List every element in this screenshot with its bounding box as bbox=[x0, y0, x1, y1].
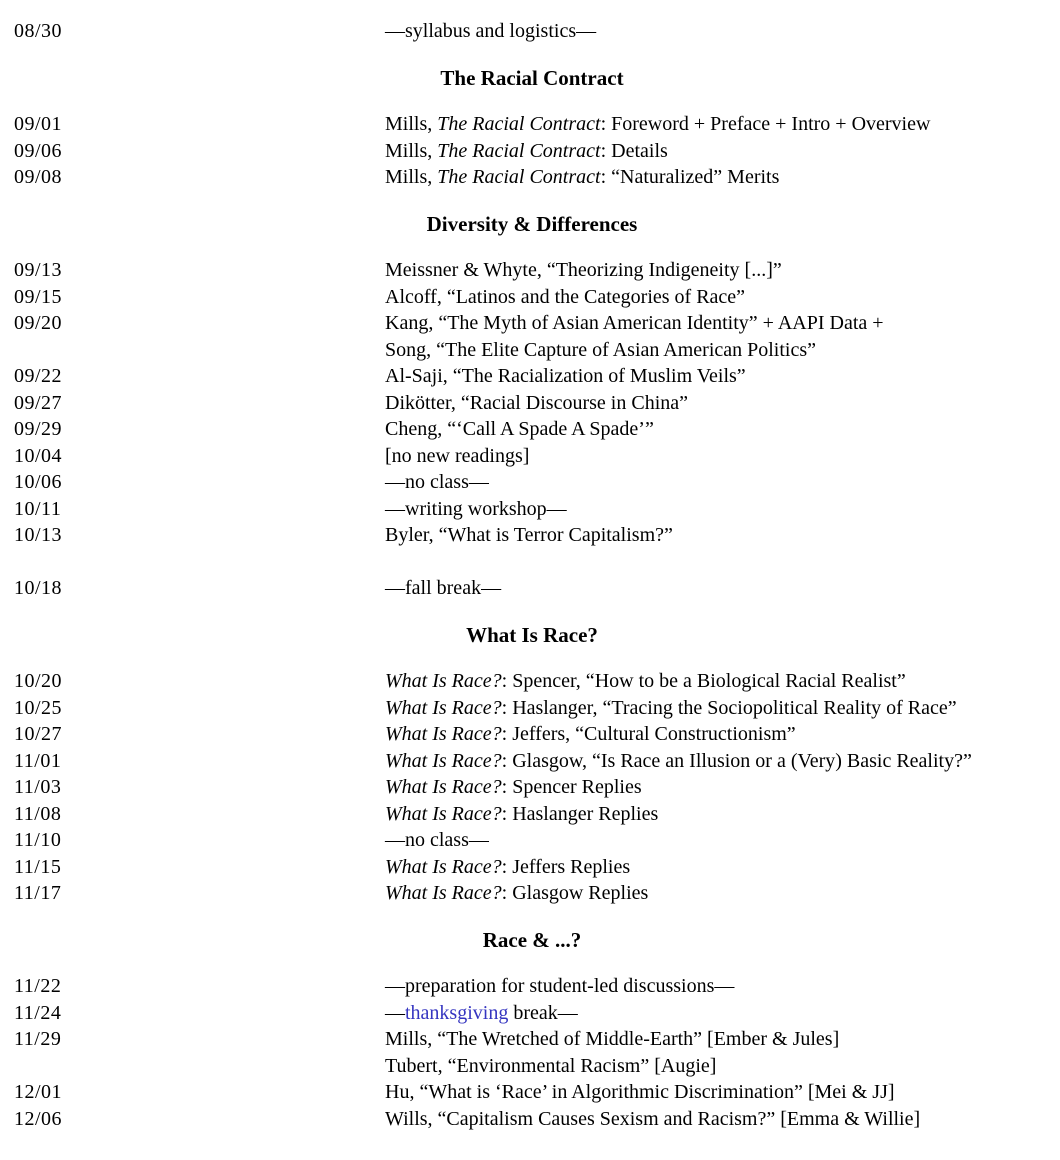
schedule-row bbox=[14, 774, 1050, 801]
row-date: 09/29 bbox=[14, 418, 63, 440]
reading-line bbox=[385, 416, 1050, 443]
reading-text: Al-Saji, “The Racialization of Muslim Veils” bbox=[385, 365, 746, 387]
reading-text: Alcoff, “Latinos and the Categories of Race” bbox=[385, 285, 746, 308]
book-title: What Is Race? bbox=[385, 855, 502, 878]
reading-text: : Foreword + Preface + Intro + Overview bbox=[600, 113, 931, 135]
schedule-row bbox=[14, 668, 1050, 695]
row-date: 12/01 bbox=[14, 1081, 63, 1103]
reading-line bbox=[385, 973, 1050, 1000]
row-date: 10/27 bbox=[14, 723, 63, 745]
row-readings bbox=[385, 390, 1050, 417]
section-header: What Is Race? bbox=[466, 622, 598, 647]
schedule-row bbox=[14, 257, 1050, 284]
reading-text: Wills, “Capitalism Causes Sexism and Racism?” [Emma & Willie] bbox=[385, 1107, 921, 1130]
row-date: 09/15 bbox=[14, 285, 63, 308]
reading-text: Meissner & Whyte, “Theorizing Indigeneity [...]” bbox=[385, 259, 782, 281]
row-readings bbox=[385, 668, 1050, 695]
row-readings bbox=[385, 138, 1050, 165]
reading-text: —preparation for student-led discussions— bbox=[385, 975, 735, 997]
reading-line bbox=[385, 310, 1050, 337]
reading-text: Mills, “The Wretched of Middle-Earth” [Ember & Jules] bbox=[385, 1028, 840, 1050]
reading-line bbox=[385, 363, 1050, 390]
reading-line bbox=[385, 257, 1050, 284]
reading-line bbox=[385, 111, 1050, 138]
reading-line bbox=[385, 1079, 1050, 1106]
row-date: 10/04 bbox=[14, 444, 63, 467]
reading-line bbox=[385, 748, 1050, 775]
reading-line bbox=[385, 668, 1050, 695]
row-readings bbox=[385, 973, 1050, 1000]
schedule-row bbox=[14, 284, 1050, 311]
row-date: 11/01 bbox=[14, 749, 62, 772]
section-header: Race & ...? bbox=[482, 927, 582, 952]
schedule-row bbox=[14, 390, 1050, 417]
row-date: 10/06 bbox=[14, 471, 63, 493]
schedule-row bbox=[14, 575, 1050, 602]
schedule-row bbox=[14, 164, 1050, 191]
reading-line bbox=[385, 522, 1050, 549]
reading-text: —fall break— bbox=[385, 577, 502, 599]
book-title: The Racial Contract bbox=[437, 139, 601, 162]
schedule-row bbox=[14, 1079, 1050, 1106]
reading-line bbox=[385, 284, 1050, 311]
reading-text: Tubert, “Environmental Racism” [Augie] bbox=[385, 1054, 717, 1077]
schedule-row bbox=[14, 469, 1050, 496]
row-date: 09/06 bbox=[14, 139, 63, 162]
reading-text: : Spencer, “How to be a Biological Racial Realist” bbox=[501, 670, 906, 692]
reading-line bbox=[385, 880, 1050, 907]
row-readings bbox=[385, 774, 1050, 801]
row-date: 10/11 bbox=[14, 497, 62, 520]
reading-text: Kang, “The Myth of Asian American Identity” + AAPI Data + bbox=[385, 312, 884, 334]
reading-text: —no class— bbox=[385, 829, 489, 851]
row-readings bbox=[385, 164, 1050, 191]
row-date: 11/08 bbox=[14, 802, 62, 825]
row-readings bbox=[385, 1079, 1050, 1106]
reading-line bbox=[385, 443, 1050, 470]
reading-text: : Spencer Replies bbox=[501, 776, 642, 798]
schedule-row bbox=[14, 522, 1050, 549]
row-readings bbox=[385, 1026, 1050, 1079]
row-readings bbox=[385, 1106, 1050, 1133]
schedule-row bbox=[14, 880, 1050, 907]
schedule-row bbox=[14, 138, 1050, 165]
reading-text: Dikötter, “Racial Discourse in China” bbox=[385, 391, 688, 414]
schedule-row bbox=[14, 1026, 1050, 1079]
reading-text: : Glasgow Replies bbox=[501, 882, 649, 904]
reading-line bbox=[385, 854, 1050, 881]
reading-text: [no new readings] bbox=[385, 444, 530, 467]
reading-text: break— bbox=[508, 1001, 578, 1024]
row-date: 09/01 bbox=[14, 113, 63, 135]
schedule-row bbox=[14, 695, 1050, 722]
reading-text: Song, “The Elite Capture of Asian American Politics” bbox=[385, 338, 817, 361]
row-date: 09/13 bbox=[14, 259, 63, 281]
row-date: 08/30 bbox=[14, 20, 63, 42]
reading-text: —syllabus and logistics— bbox=[385, 20, 597, 42]
schedule-row bbox=[14, 801, 1050, 828]
reading-line bbox=[385, 337, 1050, 364]
reading-text: Hu, “What is ‘Race’ in Algorithmic Discrimination” [Mei & JJ] bbox=[385, 1081, 895, 1103]
row-date: 11/03 bbox=[14, 776, 62, 798]
reading-text: —writing workshop— bbox=[385, 497, 567, 520]
row-date: 09/27 bbox=[14, 391, 63, 414]
row-date: 09/22 bbox=[14, 365, 63, 387]
reading-line bbox=[385, 1106, 1050, 1133]
row-readings bbox=[385, 257, 1050, 284]
row-readings bbox=[385, 443, 1050, 470]
row-readings bbox=[385, 801, 1050, 828]
row-readings bbox=[385, 416, 1050, 443]
row-readings bbox=[385, 310, 1050, 363]
reading-text: — bbox=[385, 1001, 405, 1024]
schedule-row bbox=[14, 416, 1050, 443]
schedule-row bbox=[14, 1106, 1050, 1133]
reading-text: : Jeffers, “Cultural Constructionism” bbox=[501, 723, 796, 745]
reading-line bbox=[385, 1000, 1050, 1027]
row-readings bbox=[385, 111, 1050, 138]
row-date: 11/24 bbox=[14, 1001, 62, 1024]
row-date: 11/10 bbox=[14, 829, 62, 851]
schedule-row bbox=[14, 1000, 1050, 1027]
reading-text: Mills, bbox=[385, 166, 438, 188]
row-readings bbox=[385, 469, 1050, 496]
reading-line bbox=[385, 496, 1050, 523]
reading-line bbox=[385, 390, 1050, 417]
row-readings bbox=[385, 827, 1050, 854]
reading-text: Cheng, “‘Call A Spade A Spade’” bbox=[385, 418, 654, 440]
row-date: 09/20 bbox=[14, 312, 63, 334]
reading-line bbox=[385, 138, 1050, 165]
row-readings bbox=[385, 496, 1050, 523]
schedule-row bbox=[14, 854, 1050, 881]
row-readings bbox=[385, 748, 1050, 775]
row-date: 11/29 bbox=[14, 1028, 62, 1050]
reading-line bbox=[385, 721, 1050, 748]
section-header: The Racial Contract bbox=[440, 65, 624, 90]
schedule-row bbox=[14, 310, 1050, 363]
row-readings bbox=[385, 695, 1050, 722]
schedule-row bbox=[14, 721, 1050, 748]
row-readings bbox=[385, 363, 1050, 390]
reading-line bbox=[385, 1053, 1050, 1080]
schedule-row bbox=[14, 111, 1050, 138]
schedule-row bbox=[14, 18, 1050, 45]
thanksgiving-link[interactable]: thanksgiving bbox=[405, 1001, 509, 1024]
row-readings bbox=[385, 18, 1050, 45]
schedule-row bbox=[14, 748, 1050, 775]
row-readings bbox=[385, 284, 1050, 311]
reading-text: Mills, bbox=[385, 113, 438, 135]
row-date: 10/13 bbox=[14, 524, 63, 546]
schedule-row bbox=[14, 443, 1050, 470]
book-title: What Is Race? bbox=[385, 749, 502, 772]
row-date: 12/06 bbox=[14, 1107, 63, 1130]
schedule-row bbox=[14, 363, 1050, 390]
row-readings bbox=[385, 880, 1050, 907]
book-title: The Racial Contract bbox=[437, 166, 601, 188]
reading-line bbox=[385, 774, 1050, 801]
reading-line bbox=[385, 695, 1050, 722]
row-date: 11/15 bbox=[14, 855, 62, 878]
section-header: Diversity & Differences bbox=[426, 211, 638, 236]
book-title: The Racial Contract bbox=[437, 113, 601, 135]
reading-line bbox=[385, 469, 1050, 496]
book-title: What Is Race? bbox=[385, 670, 502, 692]
book-title: What Is Race? bbox=[385, 696, 502, 719]
reading-text: Mills, bbox=[385, 139, 438, 162]
row-readings bbox=[385, 721, 1050, 748]
reading-text: : “Naturalized” Merits bbox=[600, 166, 780, 188]
row-date: 11/17 bbox=[14, 882, 62, 904]
row-date: 10/18 bbox=[14, 577, 63, 599]
book-title: What Is Race? bbox=[385, 882, 502, 904]
book-title: What Is Race? bbox=[385, 776, 502, 798]
reading-line bbox=[385, 801, 1050, 828]
row-date: 10/20 bbox=[14, 670, 63, 692]
reading-text: : Glasgow, “Is Race an Illusion or a (Very) Basic Reality?” bbox=[501, 749, 972, 772]
row-readings bbox=[385, 575, 1050, 602]
reading-text: : Details bbox=[600, 139, 668, 162]
schedule-row bbox=[14, 827, 1050, 854]
reading-line bbox=[385, 164, 1050, 191]
section-gap bbox=[14, 549, 1050, 576]
reading-text: : Jeffers Replies bbox=[501, 855, 631, 878]
reading-text: Byler, “What is Terror Capitalism?” bbox=[385, 524, 673, 546]
schedule-row bbox=[14, 973, 1050, 1000]
reading-line bbox=[385, 827, 1050, 854]
row-readings bbox=[385, 522, 1050, 549]
reading-text: : Haslanger, “Tracing the Sociopolitical Reality of Race” bbox=[501, 696, 957, 719]
row-readings bbox=[385, 1000, 1050, 1027]
row-date: 09/08 bbox=[14, 166, 63, 188]
row-date: 10/25 bbox=[14, 696, 63, 719]
book-title: What Is Race? bbox=[385, 802, 502, 825]
reading-line bbox=[385, 1026, 1050, 1053]
row-readings bbox=[385, 854, 1050, 881]
reading-line bbox=[385, 575, 1050, 602]
book-title: What Is Race? bbox=[385, 723, 502, 745]
row-date: 11/22 bbox=[14, 975, 62, 997]
reading-text: : Haslanger Replies bbox=[501, 802, 659, 825]
schedule-row bbox=[14, 496, 1050, 523]
reading-line bbox=[385, 18, 1050, 45]
reading-text: —no class— bbox=[385, 471, 489, 493]
